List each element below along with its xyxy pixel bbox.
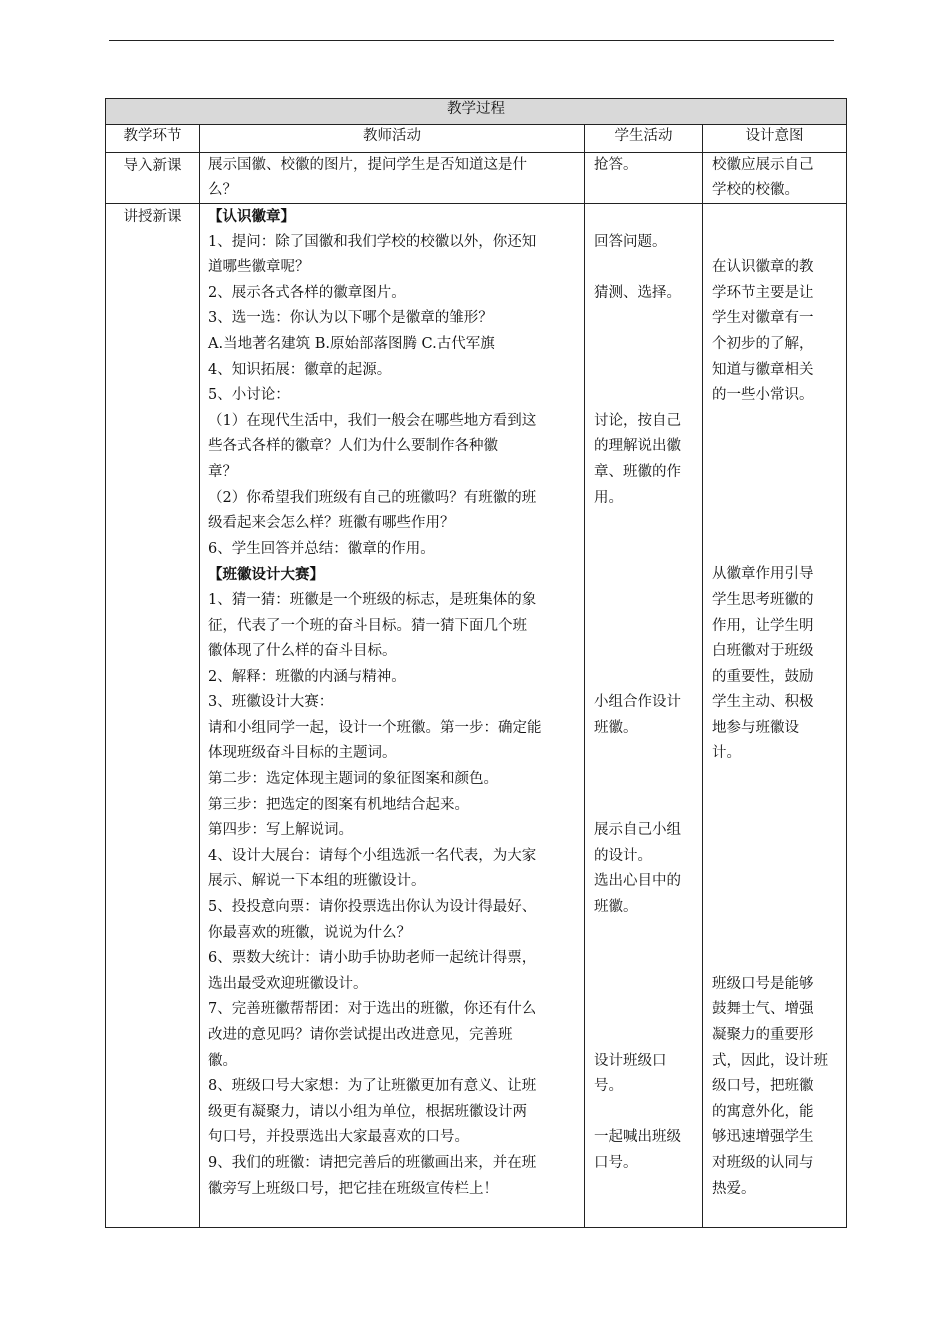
text-line: 展示、解说一下本组的班徽设计。	[208, 873, 426, 890]
teacher-activity-cell	[200, 153, 585, 204]
text-line: 4、设计大展台：请每个小组选派一名代表，为大家	[208, 847, 537, 864]
text-line: 猜测、选择。	[594, 284, 681, 301]
text-line	[712, 844, 840, 870]
text-line: 用。	[594, 489, 623, 506]
text-line: 从徽章作用引导	[712, 566, 814, 583]
text-line	[594, 306, 696, 332]
text-line: 展示国徽、校徽的图片，提问学生是否知道这是什	[208, 157, 527, 173]
text-line: 【认识徽章】	[208, 208, 295, 225]
text-line: 你最喜欢的班徽，说说为什么？	[208, 924, 411, 941]
text-line: 些各式各样的徽章？人们为什么要制作各种徽	[208, 438, 498, 455]
text-line: 班级口号是能够	[712, 975, 814, 992]
text-line: 校徽应展示自己	[712, 157, 814, 173]
text-line	[594, 588, 696, 614]
text-line: 学生对徽章有一	[712, 310, 814, 327]
text-line: 1、提问：除了国徽和我们学校的校徽以外，你还知	[208, 233, 537, 250]
text-line: 式，因此，设计班	[712, 1052, 828, 1069]
text-line	[712, 434, 840, 460]
text-line: （1）在现代生活中，我们一般会在哪些地方看到这	[208, 412, 537, 429]
text-line: 学生主动、积极	[712, 694, 814, 711]
stage-cell: 导入新课	[106, 153, 200, 204]
column-header-design: 设计意图	[703, 125, 847, 153]
text-line: 学环节主要是让	[712, 284, 814, 301]
text-line: 徽体现了什么样的奋斗目标。	[208, 643, 397, 660]
text-line: 7、完善班徽帮帮团：对于选出的班徽，你还有什么	[208, 1001, 537, 1018]
header-row	[106, 125, 847, 153]
text-line: （2）你希望我们班级有自己的班徽吗？有班徽的班	[208, 489, 537, 506]
text-line	[712, 511, 840, 537]
text-line: 3、班徽设计大赛：	[208, 694, 334, 711]
text-line	[712, 946, 840, 972]
text-line: 1、猜一猜：班徽是一个班级的标志，是班集体的象	[208, 591, 537, 608]
text-line: 在认识徽章的教	[712, 259, 814, 276]
text-line	[712, 767, 840, 793]
text-line	[594, 946, 696, 972]
text-line	[594, 639, 696, 665]
text-line	[712, 204, 840, 230]
text-line: 学校的校徽。	[712, 182, 799, 198]
text-line: 徽旁写上班级口号，把它挂在班级宣传栏上！	[208, 1180, 498, 1197]
text-line: 级看起来会怎么样？班徽有哪些作用？	[208, 515, 455, 532]
text-line	[594, 997, 696, 1023]
text-line: 凝聚力的重要形	[712, 1027, 814, 1043]
text-line: 计。	[712, 745, 741, 762]
text-line	[594, 332, 696, 358]
text-line: 3、选一选：你认为以下哪个是徽章的雏形？	[208, 310, 493, 327]
text-line	[594, 921, 696, 947]
text-line: 5、投投意向票：请你投票选出你认为设计得最好、	[208, 899, 537, 916]
text-line	[594, 511, 696, 537]
text-line	[712, 818, 840, 844]
text-line: 讨论，按自己	[594, 412, 681, 429]
text-line: 号。	[594, 1078, 623, 1095]
text-line	[594, 537, 696, 563]
text-line	[594, 1100, 696, 1126]
text-line	[712, 460, 840, 486]
text-line: 抢答。	[594, 157, 638, 173]
text-line: 徽。	[208, 1052, 237, 1069]
text-line: 班徽。	[594, 899, 638, 916]
text-line: 第三步：把选定的图案有机地结合起来。	[208, 796, 469, 813]
text-line: 2、展示各式各样的徽章图片。	[208, 284, 406, 301]
text-line: 级口号，把班徽	[712, 1078, 814, 1095]
text-line	[712, 793, 840, 819]
design-intent-cell	[703, 153, 847, 204]
text-line	[594, 614, 696, 640]
text-line: 么？	[208, 182, 237, 198]
text-line: 句口号，并投票选出大家最喜欢的口号。	[208, 1129, 469, 1146]
text-line	[594, 204, 696, 230]
text-line: 热爱。	[712, 1180, 756, 1197]
column-header-stage: 教学环节	[106, 125, 200, 153]
text-line: 选出心目中的	[594, 873, 681, 890]
text-line: 对班级的认同与	[712, 1154, 814, 1171]
text-line: 鼓舞士气、增强	[712, 1001, 814, 1018]
text-line: 的理解说出徽	[594, 438, 681, 455]
teacher-activity-cell	[200, 204, 585, 1228]
column-header-student: 学生活动	[585, 125, 703, 153]
text-line: 的一些小常识。	[712, 387, 814, 404]
text-line: 4、知识拓展：徽章的起源。	[208, 361, 392, 378]
teaching-process-table	[105, 98, 847, 1228]
text-line	[712, 895, 840, 921]
text-line: 6、学生回答并总结：徽章的作用。	[208, 540, 435, 557]
text-line: 够迅速增强学生	[712, 1129, 814, 1146]
text-line: 【班徽设计大赛】	[208, 566, 324, 584]
text-line	[594, 383, 696, 409]
text-line: 章？	[208, 463, 237, 480]
header-rule	[109, 40, 834, 41]
stage-cell: 讲授新课	[106, 204, 200, 1228]
text-line	[594, 741, 696, 767]
text-line: 体现班级奋斗目标的主题词。	[208, 745, 397, 762]
text-line	[712, 869, 840, 895]
text-line: 的重要性，鼓励	[712, 668, 814, 685]
text-line: 8、班级口号大家想：为了让班徽更加有意义、让班	[208, 1078, 537, 1095]
table-row	[106, 153, 847, 204]
text-line	[712, 486, 840, 512]
table-row	[106, 204, 847, 1228]
text-line	[594, 562, 696, 588]
text-line	[594, 972, 696, 998]
text-line: 口号。	[594, 1154, 638, 1171]
text-line: 2、解释：班徽的内涵与精神。	[208, 668, 406, 685]
column-header-teacher: 教师活动	[200, 125, 585, 153]
text-line: 的寓意外化，能	[712, 1103, 814, 1120]
text-line	[594, 665, 696, 691]
text-line: 改进的意见吗？请你尝试提出改进意见，完善班	[208, 1027, 513, 1043]
text-line: 5、小讨论：	[208, 387, 290, 404]
text-line	[594, 255, 696, 281]
text-line: 第二步：选定体现主题词的象征图案和颜色。	[208, 771, 498, 788]
text-line	[712, 409, 840, 435]
text-line: 回答问题。	[594, 233, 667, 250]
text-line	[712, 921, 840, 947]
text-line: 征，代表了一个班的奋斗目标。猜一猜下面几个班	[208, 617, 527, 634]
text-line: 9、我们的班徽：请把完善后的班徽画出来，并在班	[208, 1154, 537, 1171]
text-line: 级更有凝聚力，请以小组为单位，根据班徽设计两	[208, 1103, 527, 1120]
text-line: 第四步：写上解说词。	[208, 822, 353, 839]
text-line: 请和小组同学一起，设计一个班徽。第一步：确定能	[208, 719, 542, 736]
text-line: 一起喊出班级	[594, 1129, 681, 1146]
text-line: 白班徽对于班级	[712, 643, 814, 660]
text-line: 展示自己小组	[594, 822, 681, 839]
text-line: 作用，让学生明	[712, 617, 814, 634]
text-line	[712, 230, 840, 256]
design-intent-cell	[703, 204, 847, 1228]
table-title: 教学过程	[106, 99, 847, 125]
text-line: 地参与班徽设	[712, 719, 799, 736]
text-line: 设计班级口	[594, 1052, 667, 1069]
text-line	[594, 793, 696, 819]
text-line	[594, 358, 696, 384]
text-line: 小组合作设计	[594, 694, 681, 711]
text-line: 个初步的了解，	[712, 335, 814, 352]
text-line: 选出最受欢迎班徽设计。	[208, 975, 368, 992]
text-line: 知道与徽章相关	[712, 361, 814, 378]
text-line: 道哪些徽章呢？	[208, 259, 310, 276]
text-line	[594, 767, 696, 793]
student-activity-cell	[585, 153, 703, 204]
text-line: 6、票数大统计：请小助手协助老师一起统计得票，	[208, 950, 537, 967]
text-line: A.当地著名建筑 B.原始部落图腾 C.古代军旗	[208, 335, 495, 352]
student-activity-cell	[585, 204, 703, 1228]
text-line: 班徽。	[594, 719, 638, 736]
text-line: 章、班徽的作	[594, 463, 681, 480]
text-line	[712, 537, 840, 563]
text-line: 的设计。	[594, 847, 652, 864]
text-line	[594, 1023, 696, 1049]
text-line: 学生思考班徽的	[712, 591, 814, 608]
